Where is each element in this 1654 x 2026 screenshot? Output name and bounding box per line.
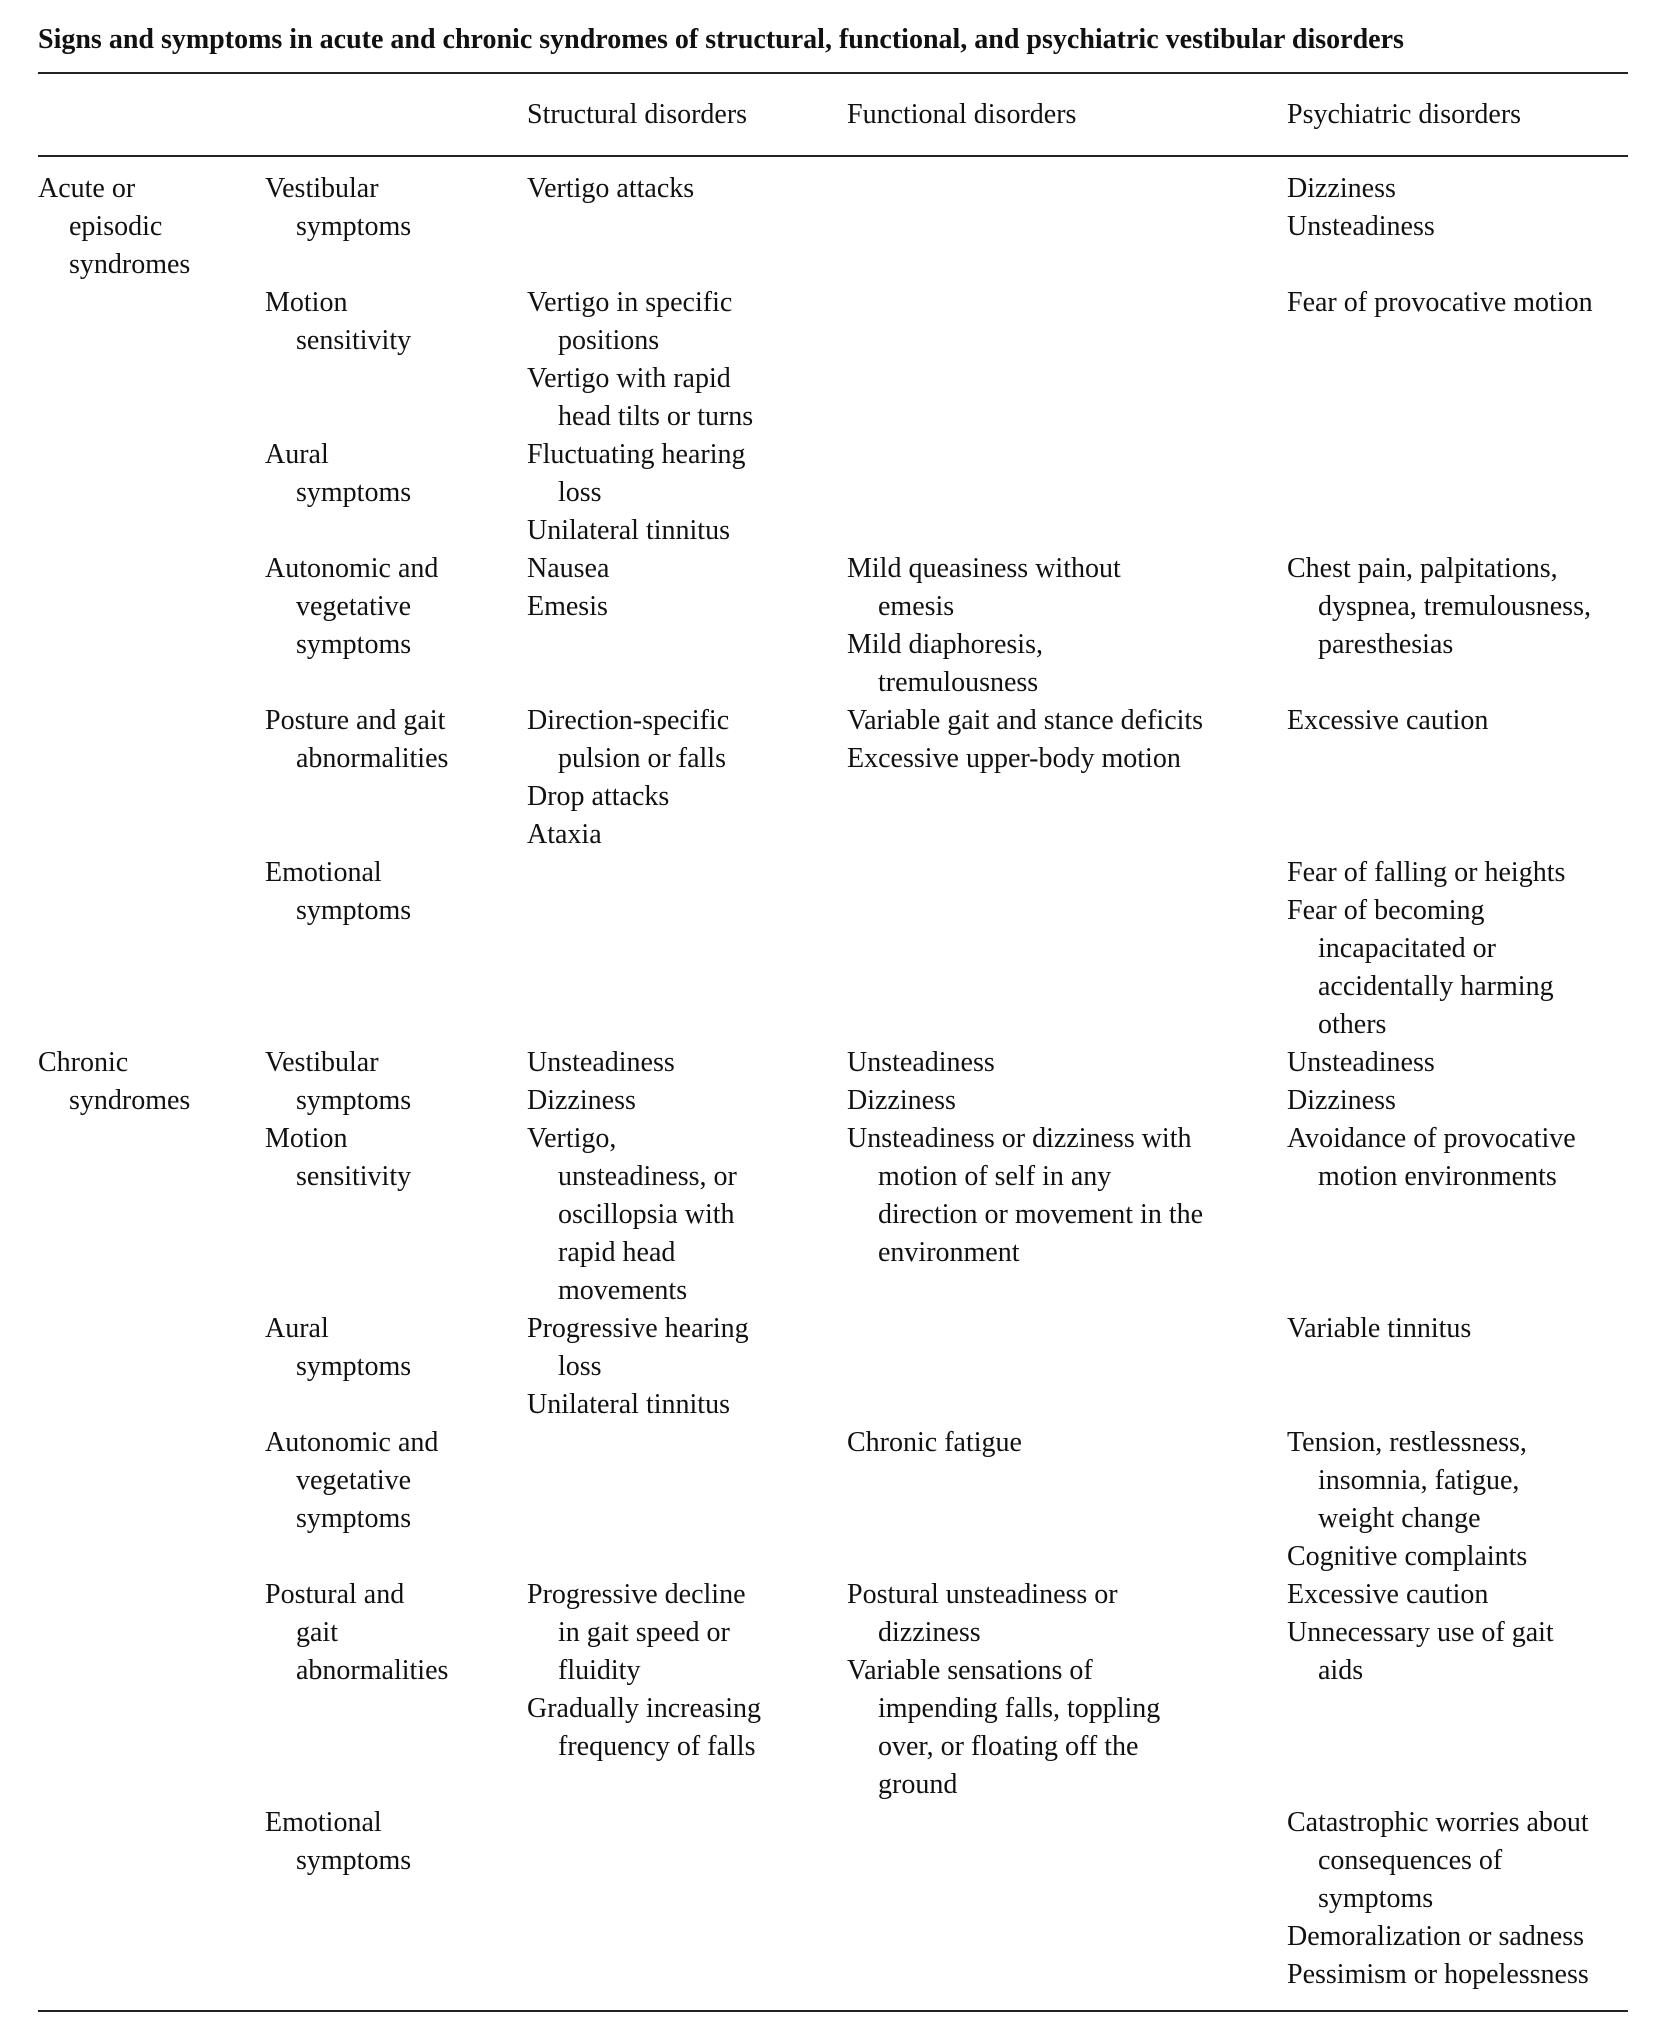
column-header-functional: Functional disorders (847, 99, 1077, 130)
symptom-text: Pessimism or hopelessness (1287, 1959, 1589, 1990)
psychiatric-cell (1287, 1310, 1628, 1424)
symptom-item (847, 740, 1287, 778)
symptom-text: head tilts or turns (558, 401, 754, 432)
symptom-text: symptoms (1318, 1883, 1434, 1914)
psychiatric-cell (1287, 1044, 1628, 1120)
symptom-item (527, 512, 847, 550)
syndrome-cell (38, 1120, 265, 1310)
category-label: Vestibular (265, 173, 379, 204)
psychiatric-cell (1287, 854, 1628, 1044)
category-cell (265, 1120, 527, 1310)
syndrome-label: syndromes (69, 249, 191, 280)
symptom-text: Ataxia (527, 819, 602, 850)
functional-cell (847, 1804, 1287, 1994)
symptom-text: Demoralization or sadness (1287, 1921, 1585, 1952)
category-label: sensitivity (296, 325, 412, 356)
category-label: Emotional (265, 857, 382, 888)
symptom-text: Drop attacks (527, 781, 670, 812)
syndrome-cell (38, 1044, 265, 1120)
category-cell (265, 170, 527, 284)
structural-cell (527, 1424, 847, 1576)
symptom-text: impending falls, toppling (878, 1693, 1161, 1724)
symptom-text: Fear of falling or heights (1287, 857, 1566, 888)
syndrome-cell (38, 1804, 265, 1994)
symptom-item (1287, 1538, 1628, 1576)
category-label: symptoms (296, 629, 412, 660)
symptom-item (1287, 1804, 1628, 1918)
column-header-structural: Structural disorders (527, 99, 748, 130)
symptom-text: environment (878, 1237, 1020, 1268)
symptom-text: Unsteadiness (847, 1047, 995, 1078)
symptom-item (527, 702, 847, 778)
symptom-text: Dizziness (1287, 173, 1396, 204)
symptom-text: Dizziness (1287, 1085, 1396, 1116)
table-caption: Signs and symptoms in acute and chronic syndromes of structural, functional, and psychiatric vestibular disorders (38, 24, 1404, 55)
category-label: gait (296, 1617, 338, 1648)
symptom-text: motion environments (1318, 1161, 1557, 1192)
symptom-item (1287, 550, 1628, 664)
symptom-item (1287, 284, 1628, 322)
functional-cell (847, 702, 1287, 854)
category-cell (265, 1804, 527, 1994)
symptom-text: Vertigo, (527, 1123, 617, 1154)
symptom-text: motion of self in any (878, 1161, 1112, 1192)
symptom-text: consequences of (1318, 1845, 1503, 1876)
syndrome-cell (38, 284, 265, 436)
symptom-text: Unsteadiness or dizziness with (847, 1123, 1192, 1154)
category-cell (265, 702, 527, 854)
functional-cell (847, 1310, 1287, 1424)
category-label: Autonomic and (265, 553, 439, 584)
functional-cell (847, 1576, 1287, 1804)
symptom-text: Emesis (527, 591, 608, 622)
symptom-item (847, 1576, 1287, 1652)
symptom-item (847, 626, 1287, 702)
category-cell (265, 550, 527, 702)
structural-cell (527, 550, 847, 702)
symptom-item (847, 702, 1287, 740)
syndrome-label: Chronic (38, 1047, 129, 1078)
category-label: sensitivity (296, 1161, 412, 1192)
category-label: Motion (265, 1123, 348, 1154)
symptom-item (527, 436, 847, 512)
symptom-text: Dizziness (847, 1085, 956, 1116)
category-cell (265, 854, 527, 1044)
symptom-item (527, 816, 847, 854)
symptom-text: Progressive decline (527, 1579, 746, 1610)
symptom-text: Avoidance of provocative (1287, 1123, 1576, 1154)
syndrome-cell (38, 550, 265, 702)
structural-cell (527, 1044, 847, 1120)
symptom-text: dizziness (878, 1617, 981, 1648)
psychiatric-cell (1287, 1804, 1628, 1994)
psychiatric-cell (1287, 170, 1628, 284)
symptom-text: emesis (878, 591, 955, 622)
symptom-text: loss (558, 477, 602, 508)
symptom-text: Vertigo attacks (527, 173, 695, 204)
symptom-item (527, 550, 847, 588)
functional-cell (847, 854, 1287, 1044)
symptom-text: fluidity (558, 1655, 641, 1686)
symptom-item (1287, 170, 1628, 208)
symptom-text: Vertigo with rapid (527, 363, 731, 394)
category-label: vegetative (296, 591, 412, 622)
symptom-item (1287, 208, 1628, 246)
syndrome-cell (38, 1310, 265, 1424)
symptom-text: Fluctuating hearing (527, 439, 746, 470)
symptom-text: paresthesias (1318, 629, 1454, 660)
symptom-text: Cognitive complaints (1287, 1541, 1528, 1572)
category-label: vegetative (296, 1465, 412, 1496)
symptom-text: dyspnea, tremulousness, (1318, 591, 1591, 622)
symptom-text: Chronic fatigue (847, 1427, 1022, 1458)
structural-cell (527, 1120, 847, 1310)
symptom-item (1287, 1424, 1628, 1538)
psychiatric-cell (1287, 284, 1628, 436)
symptom-item (527, 1386, 847, 1424)
bottom-rule (38, 2010, 1628, 2012)
symptom-item (847, 550, 1287, 626)
symptom-item (1287, 1082, 1628, 1120)
symptom-item (847, 1082, 1287, 1120)
symptom-item (847, 1120, 1287, 1272)
symptom-item (847, 1652, 1287, 1804)
psychiatric-cell (1287, 550, 1628, 702)
category-label: Motion (265, 287, 348, 318)
column-header-psychiatric: Psychiatric disorders (1287, 99, 1522, 130)
symptom-item (527, 360, 847, 436)
symptom-item (527, 1044, 847, 1082)
category-label: symptoms (296, 477, 412, 508)
symptom-text: Unsteadiness (1287, 1047, 1435, 1078)
category-label: symptoms (296, 211, 412, 242)
symptom-item (527, 1690, 847, 1766)
structural-cell (527, 1576, 847, 1804)
symptom-text: Mild queasiness without (847, 553, 1121, 584)
symptom-text: Unsteadiness (527, 1047, 675, 1078)
symptom-text: Variable tinnitus (1287, 1313, 1472, 1344)
symptom-item (527, 284, 847, 360)
structural-cell (527, 1310, 847, 1424)
structural-cell (527, 854, 847, 1044)
structural-cell (527, 1804, 847, 1994)
symptom-text: Nausea (527, 553, 610, 584)
symptom-item (1287, 1310, 1628, 1348)
psychiatric-cell (1287, 436, 1628, 550)
category-label: symptoms (296, 1503, 412, 1534)
category-cell (265, 1310, 527, 1424)
symptom-text: Progressive hearing (527, 1313, 749, 1344)
symptom-text: Direction-specific (527, 705, 730, 736)
symptom-text: tremulousness (878, 667, 1039, 698)
syndrome-cell (38, 170, 265, 284)
symptom-item (1287, 1120, 1628, 1196)
symptom-text: insomnia, fatigue, (1318, 1465, 1520, 1496)
symptom-text: Unilateral tinnitus (527, 1389, 730, 1420)
category-label: symptoms (296, 895, 412, 926)
syndrome-label: syndromes (69, 1085, 191, 1116)
symptom-item (527, 1082, 847, 1120)
symptom-item (527, 778, 847, 816)
symptom-text: Vertigo in specific (527, 287, 733, 318)
symptom-text: Fear of becoming (1287, 895, 1485, 926)
symptom-text: over, or floating off the (878, 1731, 1139, 1762)
category-label: symptoms (296, 1351, 412, 1382)
category-label: abnormalities (296, 743, 449, 774)
symptom-text: Excessive upper-body motion (847, 743, 1181, 774)
symptom-item (1287, 1044, 1628, 1082)
functional-cell (847, 1044, 1287, 1120)
symptom-item (1287, 854, 1628, 892)
category-cell (265, 1576, 527, 1804)
symptom-text: aids (1318, 1655, 1364, 1686)
category-label: Autonomic and (265, 1427, 439, 1458)
symptom-text: Unnecessary use of gait (1287, 1617, 1554, 1648)
symptom-text: frequency of falls (558, 1731, 756, 1762)
psychiatric-cell (1287, 1576, 1628, 1804)
symptom-text: Variable gait and stance deficits (847, 705, 1204, 736)
symptom-text: direction or movement in the (878, 1199, 1204, 1230)
syndrome-label: episodic (69, 211, 163, 242)
functional-cell (847, 550, 1287, 702)
symptom-text: Tension, restlessness, (1287, 1427, 1527, 1458)
symptom-text: Unilateral tinnitus (527, 515, 730, 546)
category-cell (265, 1044, 527, 1120)
symptom-item (1287, 702, 1628, 740)
top-rule (38, 72, 1628, 74)
symptom-text: accidentally harming (1318, 971, 1554, 1002)
category-label: Emotional (265, 1807, 382, 1838)
category-label: Postural and (265, 1579, 405, 1610)
syndrome-cell (38, 436, 265, 550)
symptom-text: in gait speed or (558, 1617, 730, 1648)
symptom-text: Dizziness (527, 1085, 636, 1116)
structural-cell (527, 284, 847, 436)
functional-cell (847, 1120, 1287, 1310)
functional-cell (847, 284, 1287, 436)
symptom-text: others (1318, 1009, 1387, 1040)
category-label: symptoms (296, 1085, 412, 1116)
category-label: symptoms (296, 1845, 412, 1876)
symptom-item (1287, 1918, 1628, 1956)
symptom-text: Excessive caution (1287, 705, 1489, 736)
symptom-item (1287, 1956, 1628, 1994)
symptom-item (847, 1044, 1287, 1082)
syndrome-cell (38, 1576, 265, 1804)
category-label: abnormalities (296, 1655, 449, 1686)
symptom-text: movements (558, 1275, 688, 1306)
symptom-text: positions (558, 325, 660, 356)
syndrome-label: Acute or (38, 173, 136, 204)
table-page (38, 18, 1628, 1990)
category-label: Vestibular (265, 1047, 379, 1078)
symptom-text: rapid head (558, 1237, 676, 1268)
functional-cell (847, 436, 1287, 550)
category-cell (265, 1424, 527, 1576)
symptom-text: Fear of provocative motion (1287, 287, 1593, 318)
category-label: Aural (265, 1313, 329, 1344)
syndrome-cell (38, 702, 265, 854)
symptom-item (1287, 1614, 1628, 1690)
symptom-text: Variable sensations of (847, 1655, 1093, 1686)
symptom-item (527, 1576, 847, 1690)
symptom-text: incapacitated or (1318, 933, 1497, 964)
symptom-item (1287, 892, 1628, 1044)
structural-cell (527, 170, 847, 284)
symptom-text: Chest pain, palpitations, (1287, 553, 1558, 584)
symptom-text: Unsteadiness (1287, 211, 1435, 242)
symptom-text: pulsion or falls (558, 743, 726, 774)
symptom-text: weight change (1318, 1503, 1481, 1534)
functional-cell (847, 170, 1287, 284)
symptom-item (527, 588, 847, 626)
symptom-text: oscillopsia with (558, 1199, 735, 1230)
structural-cell (527, 436, 847, 550)
symptom-item (527, 1310, 847, 1386)
symptom-item (527, 170, 847, 208)
functional-cell (847, 1424, 1287, 1576)
header-rule (38, 155, 1628, 157)
symptom-text: Catastrophic worries about (1287, 1807, 1589, 1838)
syndrome-cell (38, 854, 265, 1044)
structural-cell (527, 702, 847, 854)
category-cell (265, 436, 527, 550)
symptom-item (527, 1120, 847, 1310)
symptom-item (847, 1424, 1287, 1462)
psychiatric-cell (1287, 702, 1628, 854)
symptom-text: ground (878, 1769, 958, 1800)
symptom-text: Postural unsteadiness or (847, 1579, 1118, 1610)
table-body (38, 170, 1628, 1994)
category-label: Aural (265, 439, 329, 470)
symptom-text: Mild diaphoresis, (847, 629, 1043, 660)
category-cell (265, 284, 527, 436)
symptom-text: loss (558, 1351, 602, 1382)
symptom-item (1287, 1576, 1628, 1614)
psychiatric-cell (1287, 1424, 1628, 1576)
symptom-text: unsteadiness, or (558, 1161, 737, 1192)
psychiatric-cell (1287, 1120, 1628, 1310)
symptom-text: Excessive caution (1287, 1579, 1489, 1610)
symptom-text: Gradually increasing (527, 1693, 762, 1724)
category-label: Posture and gait (265, 705, 446, 736)
syndrome-cell (38, 1424, 265, 1576)
